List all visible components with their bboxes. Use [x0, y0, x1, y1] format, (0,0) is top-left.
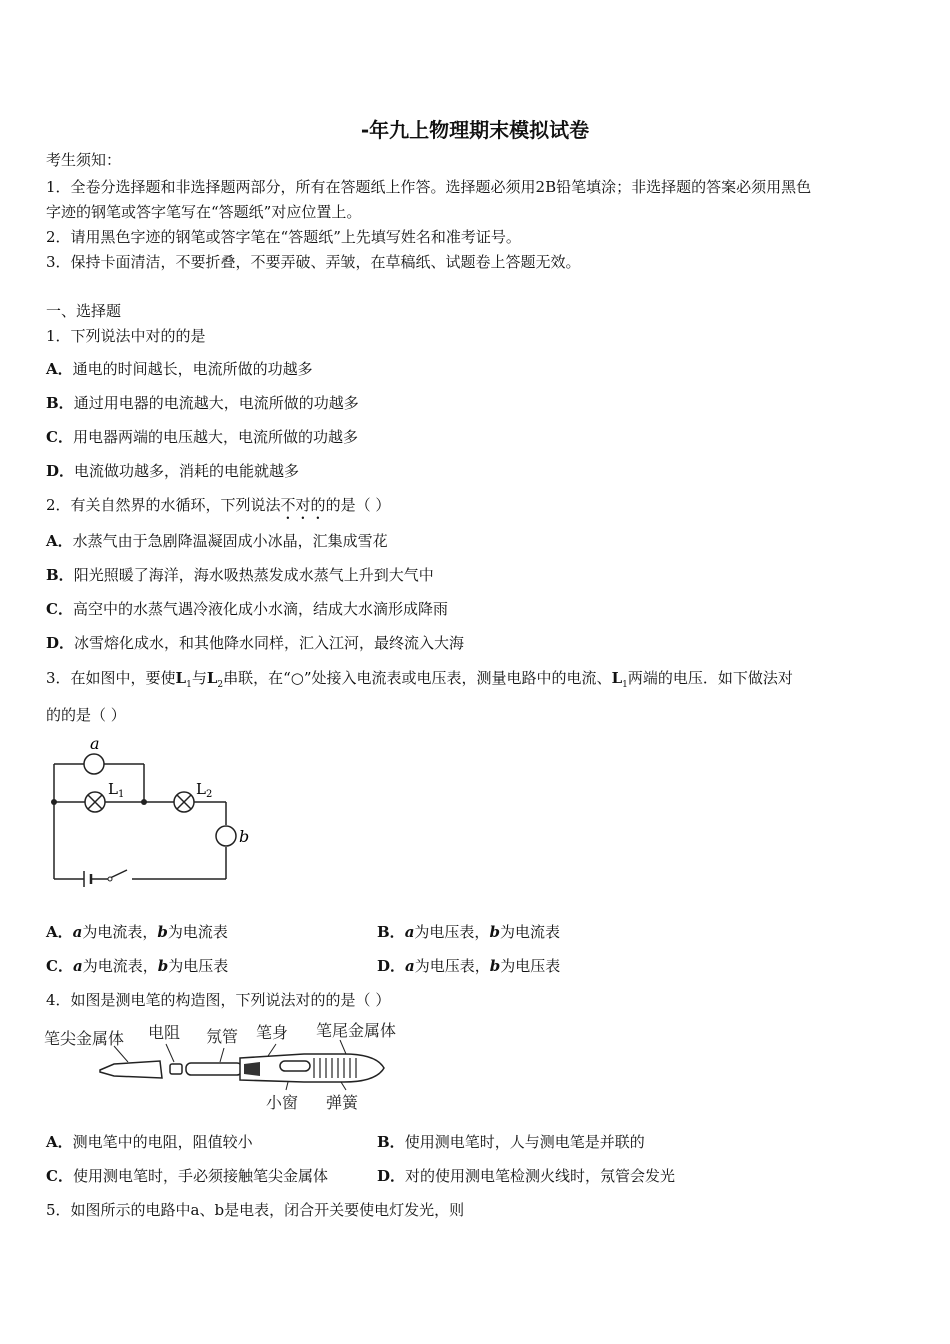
q2-option-a: A．水蒸气由于急剧降温凝固成小冰晶，汇集成雪花	[46, 532, 388, 550]
neon-tube-shape	[186, 1063, 242, 1075]
label-l2: $L_2$	[196, 780, 213, 800]
junction-dot	[51, 799, 57, 805]
switch-contact	[108, 877, 112, 881]
test-pen-diagram	[44, 1018, 414, 1118]
meter-a-symbol	[84, 754, 104, 774]
q3-option-b: B．a为电压表，b为电流表	[377, 923, 560, 941]
q3-stem-line2: 的的是（ ）	[46, 706, 126, 724]
label-l1: $L_1$	[108, 780, 125, 800]
q2-option-b: B．阳光照暖了海洋，海水吸热蒸发成水蒸气上升到大气中	[46, 566, 434, 584]
q5-stem: 5．如图所示的电路中a、b是电表，闭合开关要使电灯发光，则	[46, 1201, 465, 1219]
label-tail-metal: 笔尾金属体	[316, 1021, 397, 1040]
q2-stem: 2．有关自然界的水循环，下列说法不对的的是（ ）	[46, 496, 391, 514]
label-resistor: 电阻	[148, 1023, 181, 1042]
pen-tip-shape	[100, 1061, 162, 1078]
resistor-shape	[170, 1064, 182, 1074]
label-a: a	[90, 734, 100, 753]
q2-option-d: D．冰雪熔化成水，和其他降水同样，汇入江河，最终流入大海	[46, 634, 465, 652]
q2-option-c: C．高空中的水蒸气遇冷液化成小水滴，结成大水滴形成降雨	[46, 600, 448, 618]
label-pen-body: 笔身	[256, 1023, 289, 1042]
q4-option-a: A．测电笔中的电阻，阻值较小	[46, 1133, 253, 1151]
circuit-diagram	[44, 733, 264, 893]
q1-stem: 1．下列说法中对的的是	[46, 327, 206, 345]
notice-item: 3．保持卡面清洁，不要折叠，不要弄破、弄皱，在草稿纸、试题卷上答题无效。	[46, 253, 581, 271]
q4-option-d: D．对的使用测电笔检测火线时，氖管会发光	[377, 1167, 676, 1185]
q3-option-c: C．a为电流表，b为电压表	[46, 957, 229, 975]
window-shape	[280, 1061, 310, 1071]
q1-option-d: D．电流做功越多，消耗的电能就越多	[46, 462, 300, 480]
q4-option-b: B．使用测电笔时，人与测电笔是并联的	[377, 1133, 645, 1151]
label-neon-tube: 氖管	[206, 1027, 239, 1046]
q4-stem: 4．如图是测电笔的构造图，下列说法对的的是（ ）	[46, 991, 391, 1009]
notice-item: 2．请用黑色字迹的钢笔或答字笔在“答题纸”上先填写姓名和准考证号。	[46, 228, 521, 246]
page-title: -年九上物理期末模拟试卷	[360, 118, 590, 142]
label-spring: 弹簧	[326, 1093, 359, 1112]
q3-option-d: D．a为电压表，b为电压表	[377, 957, 561, 975]
label-b: b	[239, 827, 250, 846]
q4-option-c: C．使用测电笔时，手必须接触笔尖金属体	[46, 1167, 328, 1185]
pen-body-shape	[240, 1054, 384, 1082]
label-tip-metal: 笔尖金属体	[44, 1029, 125, 1048]
notice-item: 字迹的钢笔或答字笔写在“答题纸”对应位置上。	[46, 203, 362, 221]
label-window: 小窗	[266, 1093, 299, 1112]
lamp-l2-symbol	[174, 792, 194, 812]
q3-option-a: A．a为电流表，b为电流表	[46, 923, 228, 941]
notice-heading: 考生须知：	[46, 151, 122, 169]
meter-b-symbol	[216, 826, 236, 846]
lamp-l1-symbol	[85, 792, 105, 812]
q1-option-c: C．用电器两端的电压越大，电流所做的功越多	[46, 428, 358, 446]
junction-dot	[141, 799, 147, 805]
q1-option-a: A．通电的时间越长，电流所做的功越多	[46, 360, 313, 378]
emphasis-text: 不对的	[280, 496, 326, 514]
q3-stem: 3．在如图中，要使$L_1$与$L_2$串联，在“○”处接入电流表或电压表，测量电路中的电流、$L_1$两端的电压．如下做法对	[46, 669, 793, 690]
section-heading: 一、选择题	[46, 302, 122, 320]
notice-item: 1．全卷分选择题和非选择题两部分，所有在答题纸上作答。选择题必须用2B铅笔填涂；非选择题的答案必须用黑色	[46, 178, 812, 196]
q1-option-b: B．通过用电器的电流越大，电流所做的功越多	[46, 394, 359, 412]
